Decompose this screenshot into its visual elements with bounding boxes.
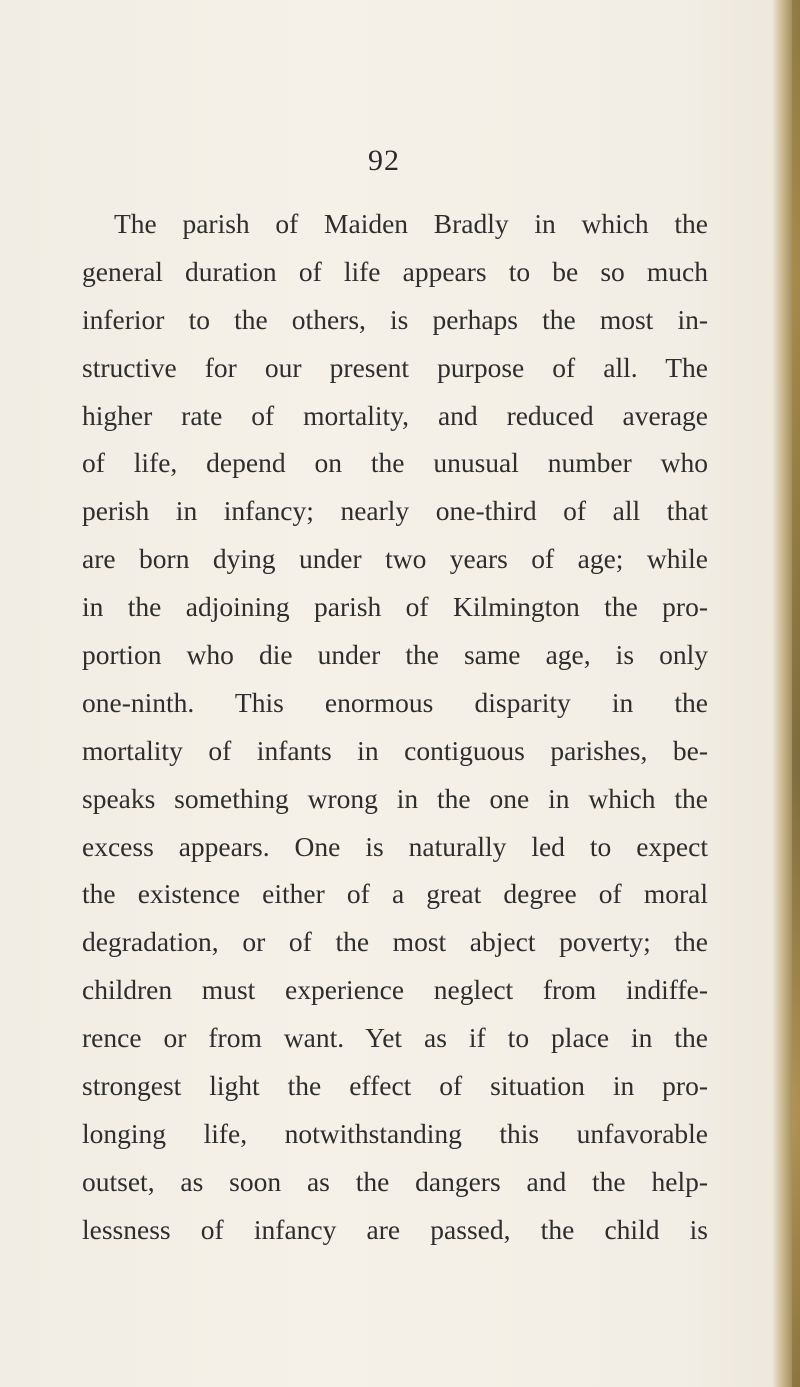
- text-line: excess appears. One is naturally led to expect: [82, 830, 708, 862]
- text-line: longing life, notwithstanding this unfavorable: [82, 1117, 708, 1149]
- text-line: The parish of Maiden Bradly in which the: [114, 208, 708, 239]
- text-line: speaks something wrong in the one in which the: [82, 782, 708, 814]
- text-line: in the adjoining parish of Kilmington the pro-: [82, 591, 708, 623]
- text-line: outset, as soon as the dangers and the help-: [82, 1165, 708, 1197]
- text-line: higher rate of mortality, and reduced average: [82, 399, 708, 431]
- text-line: general duration of life appears to be so much: [82, 255, 708, 287]
- text-line: inferior to the others, is perhaps the most in-: [82, 303, 708, 335]
- text-line: lessness of infancy are passed, the child is: [82, 1213, 708, 1245]
- text-line: rence or from want. Yet as if to place in the: [82, 1022, 708, 1054]
- text-line: structive for our present purpose of all. The: [82, 351, 708, 383]
- text-line: strongest light the effect of situation in pro-: [82, 1070, 708, 1102]
- text-line: are born dying under two years of age; while: [82, 543, 708, 575]
- text-line: perish in infancy; nearly one-third of all that: [82, 495, 708, 527]
- text-line: degradation, or of the most abject poverty; the: [82, 926, 708, 958]
- text-line: one-ninth. This enormous disparity in the: [82, 686, 708, 718]
- text-line: portion who die under the same age, is only: [82, 639, 708, 671]
- body-paragraph: [82, 200, 708, 1254]
- page-edge-binding: [792, 0, 800, 1387]
- text-line: mortality of infants in contiguous parishes, be-: [82, 734, 708, 766]
- text-line: of life, depend on the unusual number who: [82, 447, 708, 479]
- text-line: children must experience neglect from indiffe-: [82, 974, 708, 1006]
- page-number: 92: [368, 144, 400, 177]
- text-line: the existence either of a great degree of moral: [82, 878, 708, 910]
